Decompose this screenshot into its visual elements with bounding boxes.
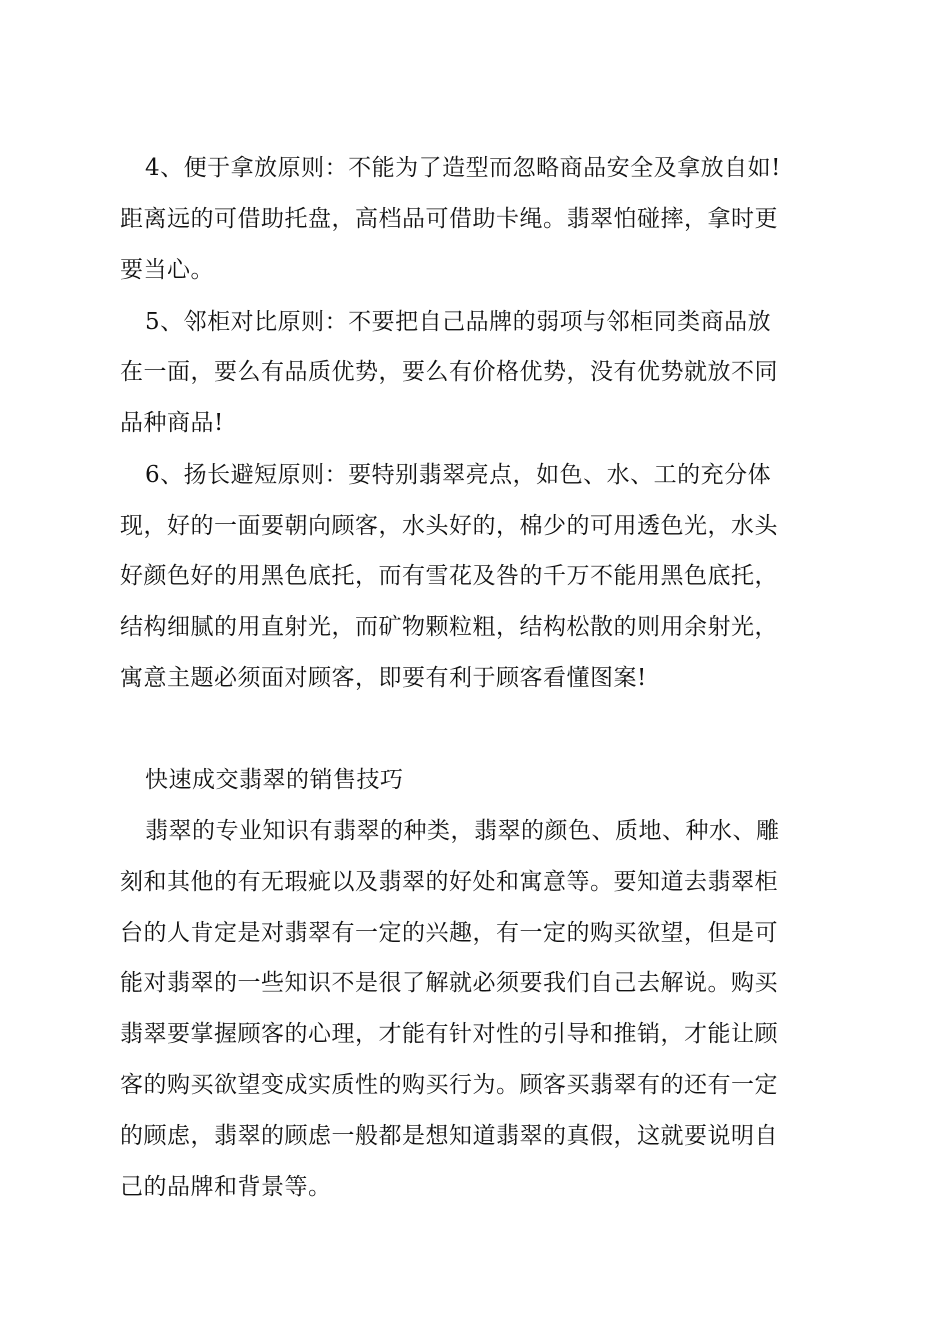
- paragraph-6-line-4: 结构细腻的用直射光，而矿物颗粒粗，结构松散的则用余射光，: [120, 614, 778, 640]
- paragraph-body-line-2: 刻和其他的有无瑕疵以及翡翠的好处和寓意等。要知道去翡翠柜: [120, 869, 778, 895]
- paragraph-body-line-1: 翡翠的专业知识有翡翠的种类，翡翠的颜色、质地、种水、雕: [145, 818, 780, 844]
- paragraph-body-line-3: 台的人肯定是对翡翠有一定的兴趣，有一定的购买欲望，但是可: [120, 920, 778, 946]
- paragraph-6-line-2: 现，好的一面要朝向顾客，水头好的，棉少的可用透色光，水头: [120, 513, 778, 539]
- paragraph-body-line-5: 翡翠要掌握顾客的心理，才能有针对性的引导和推销，才能让顾: [120, 1021, 778, 1047]
- paragraph-4-line-2: 距离远的可借助托盘，高档品可借助卡绳。翡翠怕碰摔，拿时更: [120, 206, 778, 232]
- paragraph-4-line-3: 要当心。: [120, 257, 214, 283]
- paragraph-body-line-7: 的顾虑，翡翠的顾虑一般都是想知道翡翠的真假，这就要说明自: [120, 1123, 778, 1149]
- paragraph-5-line-2: 在一面，要么有品质优势，要么有价格优势，没有优势就放不同: [120, 359, 778, 385]
- paragraph-6-line-1: 6、扬长避短原则：要特别翡翠亮点，如色、水、工的充分体: [145, 462, 772, 488]
- paragraph-4-line-1: 4、便于拿放原则：不能为了造型而忽略商品安全及拿放自如!: [145, 155, 781, 181]
- paragraph-6-line-5: 寓意主题必须面对顾客，即要有利于顾客看懂图案!: [120, 665, 647, 691]
- paragraph-5-line-1: 5、邻柜对比原则：不要把自己品牌的弱项与邻柜同类商品放: [145, 309, 772, 335]
- paragraph-5-line-3: 品种商品!: [120, 410, 224, 436]
- section-heading: 快速成交翡翠的销售技巧: [145, 767, 404, 793]
- paragraph-6-line-3: 好颜色好的用黑色底托，而有雪花及咎的千万不能用黑色底托，: [120, 563, 778, 589]
- paragraph-body-line-4: 能对翡翠的一些知识不是很了解就必须要我们自己去解说。购买: [120, 970, 778, 996]
- paragraph-body-line-6: 客的购买欲望变成实质性的购买行为。顾客买翡翠有的还有一定: [120, 1072, 778, 1098]
- paragraph-body-line-8: 己的品牌和背景等。: [120, 1174, 332, 1200]
